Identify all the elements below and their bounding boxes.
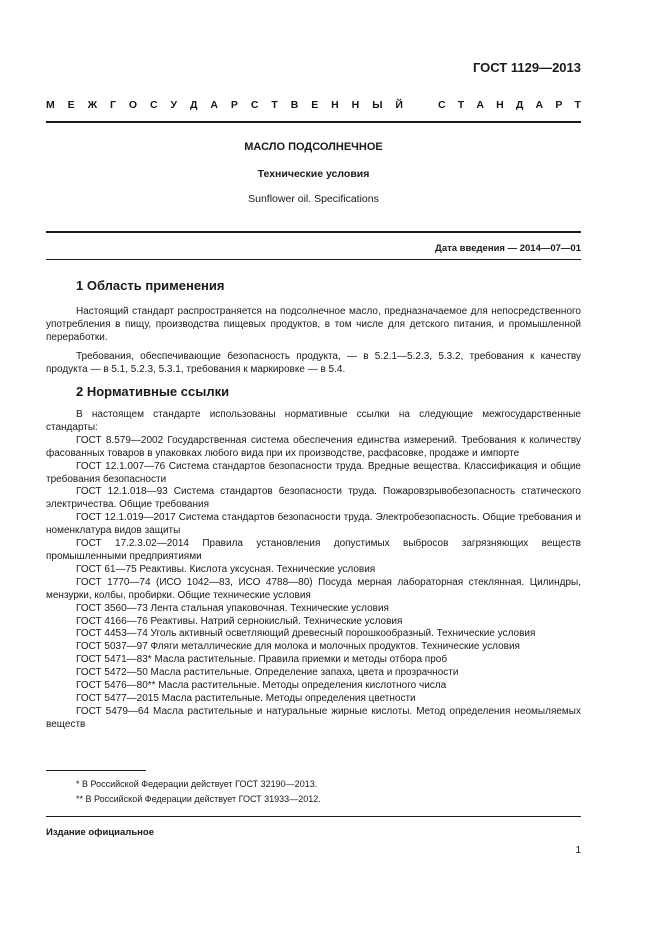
reference-item: ГОСТ 5037—97 Фляги металлические для молока и молочных продуктов. Технические условия — [76, 641, 520, 653]
section-heading-references: 2 Нормативные ссылки — [76, 384, 230, 399]
reference-item: ГОСТ 4166—76 Реактивы. Натрий сернокислый. Технические условия — [76, 615, 403, 627]
paragraph: Требования, обеспечивающие безопасность продукта, — в 5.2.1—5.2.3, 5.3.2, требования к качеству продукта — в 5.1, 5.2.3, 5.3.1, требования к маркировке — в 5.4. — [46, 350, 581, 375]
section-references-body — [46, 409, 581, 732]
header-rule — [46, 121, 581, 123]
reference-item: ГОСТ 4453—74 Уголь активный осветляющий древесный порошкообразный. Технические условия — [76, 628, 536, 640]
reference-item: ГОСТ 12.1.007—76 Система стандартов безопасности труда. Вредные вещества. Классификация и общие требования безопасности — [46, 460, 581, 485]
reference-item: ГОСТ 12.1.018—93 Система стандартов безопасности труда. Пожаровзрывобезопасность статического электричества. Общие требования — [46, 486, 581, 511]
document-title-english: Sunflower oil. Specifications — [248, 193, 379, 205]
date-rule — [46, 259, 581, 260]
footnote: ** В Российской Федерации действует ГОСТ 31933—2012. — [76, 794, 321, 804]
footer-rule — [46, 816, 581, 817]
reference-list — [46, 435, 581, 732]
reference-item: ГОСТ 1770—74 (ИСО 1042—83, ИСО 4788—80) Посуда мерная лабораторная стеклянная. Цилиндры, мензурки, колбы, пробирки. Общие технические условия — [46, 576, 581, 601]
category-word-standard: С Т А Н Д А Р Т — [438, 99, 581, 111]
reference-item: ГОСТ 17.2.3.02—2014 Правила установления допустимых выбросов загрязняющих веществ промышленными предприятиями — [46, 538, 581, 562]
page-number: 1 — [575, 845, 581, 856]
footnote: * В Российской Федерации действует ГОСТ 32190—2013. — [76, 779, 318, 789]
paragraph: Настоящий стандарт распространяется на подсолнечное масло, предназначаемое для непосредственного употребления в пищу, производства пищевых продуктов, в том числе для детского питания, и промышленной переработки. — [46, 306, 581, 343]
reference-item: ГОСТ 5479—64 Масла растительные и натуральные жирные кислоты. Метод определения неомыляемых веществ — [46, 705, 581, 730]
footnote-rule — [46, 770, 146, 771]
official-edition-label: Издание официальное — [46, 827, 154, 838]
reference-item: ГОСТ 5471—83* Масла растительные. Правила приемки и методы отбора проб — [76, 654, 448, 666]
reference-item: ГОСТ 61—75 Реактивы. Кислота уксусная. Технические условия — [76, 563, 376, 575]
document-title: МАСЛО ПОДСОЛНЕЧНОЕ — [244, 141, 383, 153]
reference-item: ГОСТ 8.579—2002 Государственная система обеспечения единства измерений. Требования к количеству фасованных товаров в упаковках любого вида при их производстве, расфасовке, продаже и импорте — [46, 434, 581, 459]
paragraph: В настоящем стандарте использованы нормативные ссылки на следующие межгосударственные стандарты: — [46, 409, 581, 433]
introduction-date: Дата введения — 2014—07—01 — [435, 243, 581, 254]
standard-category — [46, 99, 581, 111]
reference-item: ГОСТ 3560—73 Лента стальная упаковочная. Технические условия — [76, 602, 389, 614]
reference-item: ГОСТ 5477—2015 Масла растительные. Методы определения цветности — [76, 692, 416, 704]
reference-item: ГОСТ 5476—80** Масла растительные. Методы определения кислотного числа — [76, 680, 447, 692]
reference-item: ГОСТ 12.1.019—2017 Система стандартов безопасности труда. Электробезопасность. Общие требования и номенклатура видов защиты — [46, 512, 581, 537]
category-word-interstate: М Е Ж Г О С У Д А Р С Т В Е Н Н Ы Й — [46, 99, 403, 111]
section-heading-scope: 1 Область применения — [76, 278, 225, 293]
reference-item: ГОСТ 5472—50 Масла растительные. Определение запаха, цвета и прозрачности — [76, 667, 459, 679]
section-scope-body — [46, 306, 581, 377]
standard-id: ГОСТ 1129—2013 — [472, 60, 581, 75]
title-rule — [46, 231, 581, 233]
document-subtitle: Технические условия — [257, 168, 370, 180]
